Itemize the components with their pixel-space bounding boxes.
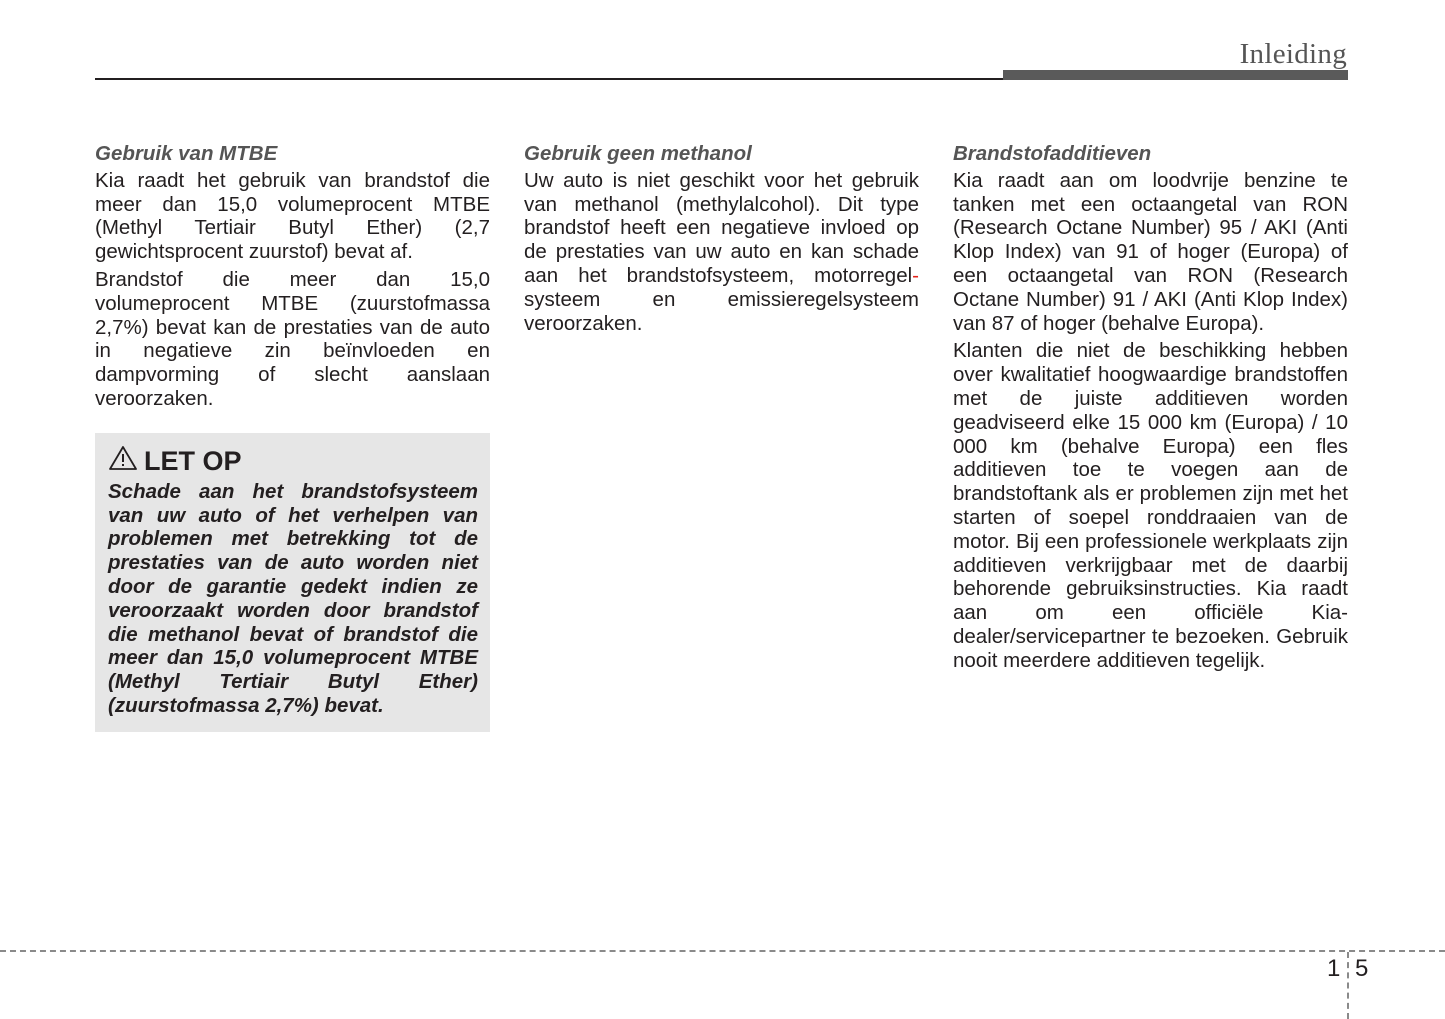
heading-methanol: Gebruik geen methanol: [524, 142, 752, 165]
heading-mtbe: Gebruik van MTBE: [95, 142, 278, 165]
chapter-number: 1: [1327, 955, 1341, 982]
paragraph-part: Uw auto is niet geschikt voor het gebruik van methanol (methylalcohol). Dit type brandstof heeft een negatieve invloed op de prestaties van uw auto en kan schade aan het brandstofsysteem, motorregel: [524, 168, 919, 287]
section-title: Inleiding: [1239, 38, 1347, 70]
heading-additives: Brandstofadditieven: [953, 142, 1152, 165]
footer-dashed-rule: [0, 950, 1445, 952]
warning-triangle-icon: [108, 445, 138, 478]
hyphen: -: [912, 263, 919, 287]
paragraph: Brandstof die meer dan 15,0 volumeprocent MTBE (zuurstofmassa 2,7%) bevat kan de prestaties van de auto in negatieve zin beïnvloeden en dampvorming of slecht aanslaan veroorzaken.: [95, 267, 490, 410]
caution-text: Schade aan het brandstofsysteem van uw auto of het verhelpen van problemen met betrekking tot de prestaties van de auto worden niet door de garantie gedekt indien ze veroorzaakt worden door brandstof die methanol bevat of brandstof die meer dan 15,0 volumeprocent MTBE (Methyl Tertiair Butyl Ether) (zuurstofmassa 2,7%) bevat.: [108, 479, 478, 717]
page-number: 5: [1355, 955, 1369, 982]
paragraph: Klanten die niet de beschikking hebben over kwalitatief hoogwaardige brandstoffen met de juiste additieven worden geadviseerd elke 15 000 km (Europa) / 10 000 km (behalve Europa) een fles additieven toe te voegen aan de brandstoftank als er problemen zijn met het starten of soepel ronddraaien van de motor. Bij een professionele werkplaats zijn additieven verkrijgbaar met de daarbij behorende gebruiksinstructies. Kia raadt aan om een officiële Kia-dealer/servicepartner te bezoeken. Gebruik nooit meerdere additieven tegelijk.: [953, 339, 1348, 672]
paragraph: Kia raadt het gebruik van brandstof die meer dan 15,0 volumeprocent MTBE (Methyl Tertiair Butyl Ether) (2,7 gewichtsprocent zuurstof) bevat af.: [95, 168, 490, 264]
paragraph: [524, 169, 919, 336]
footer-dashed-divider: [1347, 952, 1349, 1019]
caution-box: [95, 433, 490, 732]
caution-title: LET OP: [144, 446, 242, 477]
column-mtbe: [95, 142, 490, 732]
column-methanol: [524, 142, 919, 339]
column-additives: [953, 142, 1348, 677]
caution-header: [108, 445, 478, 478]
header-rule: [95, 78, 1005, 80]
paragraph-part: systeem en emissieregelsysteem veroorzaken.: [524, 287, 919, 335]
paragraph: Kia raadt aan om loodvrije benzine te tanken met een octaangetal van RON (Research Octane Number) 95 / AKI (Anti Klop Index) van 91 of hoger (Europa) of een octaangetal van RON (Research Octane Number) 91 / AKI (Anti Klop Index) van 87 of hoger (behalve Europa).: [953, 168, 1348, 335]
header-bar: [1003, 70, 1348, 80]
